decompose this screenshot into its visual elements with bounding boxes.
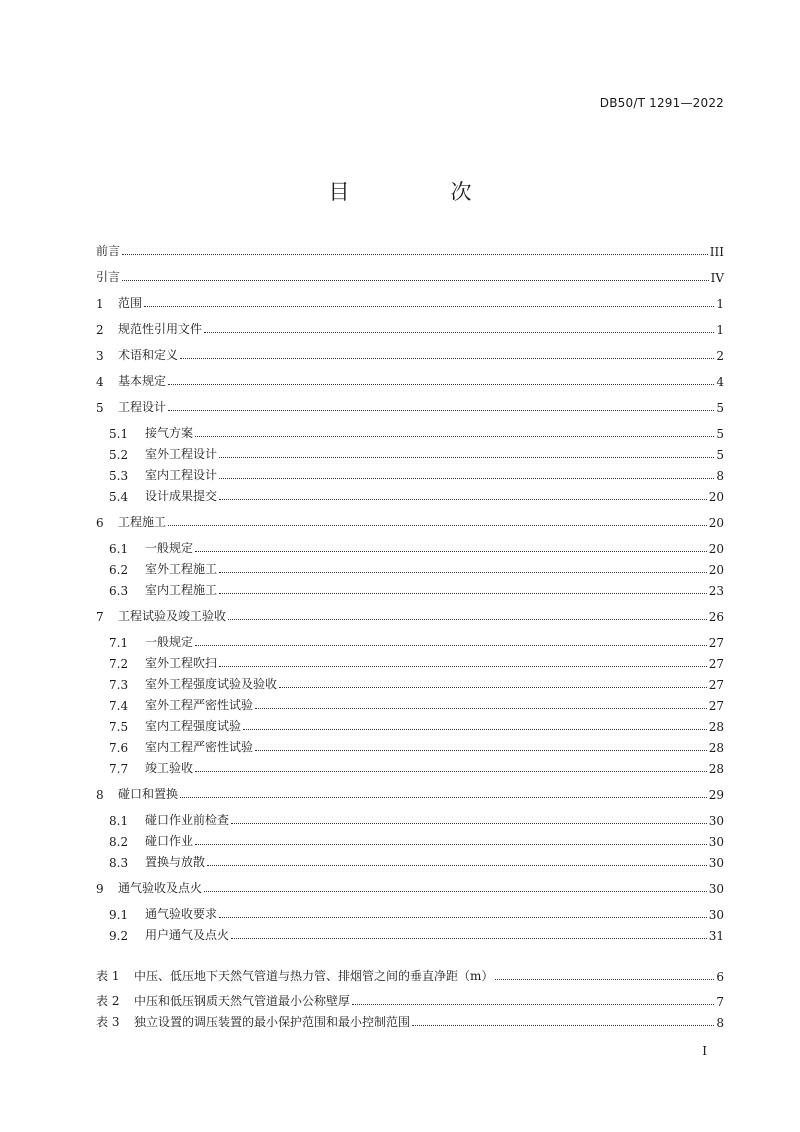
toc-entry-label: 室外工程设计	[145, 447, 218, 461]
dot-leader	[219, 571, 707, 573]
dot-leader	[122, 279, 709, 281]
toc-entry-page: 27	[708, 699, 724, 713]
toc-entry-number: 7.5	[109, 720, 129, 734]
dot-leader	[352, 1003, 714, 1005]
toc-entry[interactable]	[96, 878, 724, 896]
toc-entry-page: 8	[716, 469, 724, 483]
toc-entry-number: 7	[96, 610, 104, 624]
dot-leader	[219, 592, 707, 594]
dot-leader	[495, 978, 714, 980]
toc-entry-page: IV	[710, 271, 724, 285]
toc-entry-label: 前言	[96, 244, 121, 258]
dot-leader	[412, 1024, 714, 1026]
toc-entry-label: 室外工程吹扫	[145, 656, 218, 670]
toc-entry-label: 术语和定义	[118, 348, 179, 362]
toc-entry[interactable]	[109, 465, 724, 483]
toc-entry-page: 29	[708, 788, 724, 802]
toc-entry-page: 28	[708, 720, 724, 734]
toc-entry-page: 1	[716, 323, 724, 337]
toc-entry-page: 28	[708, 741, 724, 755]
toc-entry[interactable]	[109, 737, 724, 755]
toc-entry-label: 室内工程施工	[145, 583, 218, 597]
toc-entry-label: 通气验收要求	[145, 907, 218, 921]
dot-leader	[219, 916, 707, 918]
toc-entry-label: 工程试验及竣工验收	[118, 609, 227, 623]
dot-leader	[279, 686, 707, 688]
toc-entry-number: 5.4	[109, 490, 129, 504]
toc-entry[interactable]	[109, 423, 724, 441]
toc-entry-label: 碰口和置换	[118, 787, 179, 801]
dot-leader	[255, 707, 707, 709]
dot-leader	[195, 550, 707, 552]
toc-entry[interactable]	[96, 966, 724, 984]
toc-entry-page: 5	[716, 448, 724, 462]
dot-leader	[219, 498, 707, 500]
toc-entry-page: 20	[708, 516, 724, 530]
toc-entry[interactable]	[96, 784, 724, 802]
toc-entry-page: 30	[708, 882, 724, 896]
toc-entry-page: 27	[708, 657, 724, 671]
toc-entry-number: 9.1	[109, 908, 129, 922]
page-number: I	[702, 1044, 707, 1058]
toc-entry-number: 3	[96, 349, 104, 363]
toc-entry[interactable]	[96, 512, 724, 530]
toc-entry-label: 室外工程施工	[145, 562, 218, 576]
dot-leader	[195, 770, 707, 772]
toc-entry-number: 8.3	[109, 856, 129, 870]
dot-leader	[219, 456, 714, 458]
toc-entry-label: 规范性引用文件	[118, 322, 203, 336]
toc-entry[interactable]	[109, 810, 724, 828]
toc-entry[interactable]	[96, 319, 724, 337]
toc-entry-page: 4	[716, 375, 724, 389]
toc-entry-number: 6.2	[109, 563, 129, 577]
dot-leader	[195, 644, 707, 646]
toc-entry-number: 7.1	[109, 636, 129, 650]
toc-entry[interactable]	[109, 559, 724, 577]
toc-entry[interactable]	[109, 758, 724, 776]
toc-entry-label: 用户通气及点火	[145, 928, 230, 942]
dot-leader	[228, 618, 707, 620]
toc-entry-number: 1	[96, 297, 104, 311]
toc-entry-number: 9.2	[109, 929, 129, 943]
toc-entry-label: 室内工程强度试验	[145, 719, 242, 733]
dot-leader	[180, 796, 707, 798]
toc-entry-page: 27	[708, 636, 724, 650]
toc-entry[interactable]	[109, 852, 724, 870]
toc-entry-number: 7.6	[109, 741, 129, 755]
toc-entry-number: 5	[96, 401, 104, 415]
toc-entry-number: 2	[96, 323, 104, 337]
toc-entry-label: 通气验收及点火	[118, 881, 203, 895]
toc-entry-number: 8	[96, 788, 104, 802]
toc-entry-label: 范围	[118, 296, 143, 310]
toc-entry-number: 8.2	[109, 835, 129, 849]
toc-entry-page: 6	[716, 970, 724, 984]
toc-entry-label: 碰口作业前检查	[145, 813, 230, 827]
toc-entry-page: 30	[708, 835, 724, 849]
toc-entry[interactable]	[109, 653, 724, 671]
toc-entry[interactable]	[109, 486, 724, 504]
toc-entry-number: 表 3	[96, 1015, 120, 1029]
dot-leader	[144, 305, 714, 307]
toc-entry-label: 引言	[96, 270, 121, 284]
toc-entry-label: 接气方案	[145, 426, 194, 440]
dot-leader	[168, 524, 707, 526]
toc-entry-label: 室内工程严密性试验	[145, 740, 254, 754]
toc-entry-page: III	[709, 245, 724, 259]
dot-leader	[180, 357, 714, 359]
toc-entry[interactable]	[109, 925, 724, 943]
toc-entry-page: 20	[708, 563, 724, 577]
dot-leader	[243, 728, 707, 730]
toc-entry[interactable]	[96, 241, 724, 259]
toc-entry[interactable]	[96, 991, 724, 1009]
toc-entry[interactable]	[109, 580, 724, 598]
dot-leader	[195, 843, 707, 845]
toc-entry-page: 5	[716, 401, 724, 415]
dot-leader	[219, 477, 714, 479]
toc-entry-page: 30	[708, 814, 724, 828]
toc-entry-label: 室外工程强度试验及验收	[145, 677, 278, 691]
toc-entry-page: 30	[708, 856, 724, 870]
toc-entry[interactable]	[96, 345, 724, 363]
toc-entry-page: 31	[708, 929, 724, 943]
toc-entry[interactable]	[109, 538, 724, 556]
page-title: 目 次	[328, 180, 512, 204]
dot-leader	[168, 409, 714, 411]
toc-entry[interactable]	[109, 632, 724, 650]
toc-entry-label: 独立设置的调压装置的最小保护范围和最小控制范围	[134, 1015, 411, 1029]
toc-entry-number: 5.3	[109, 469, 129, 483]
toc-entry-page: 28	[708, 762, 724, 776]
dot-leader	[207, 864, 707, 866]
dot-leader	[255, 749, 707, 751]
toc-entry-page: 5	[716, 427, 724, 441]
toc-entry[interactable]	[109, 831, 724, 849]
toc-entry[interactable]	[96, 1012, 724, 1030]
toc-entry[interactable]	[109, 674, 724, 692]
toc-entry-page: 8	[716, 1016, 724, 1030]
toc-entry-page: 26	[708, 610, 724, 624]
toc-entry[interactable]	[96, 293, 724, 311]
dot-leader	[231, 937, 707, 939]
toc-entry[interactable]	[109, 904, 724, 922]
toc-entry-label: 基本规定	[118, 374, 167, 388]
toc-entry-label: 室内工程设计	[145, 468, 218, 482]
toc-entry-page: 1	[716, 297, 724, 311]
dot-leader	[204, 331, 714, 333]
toc-entry-number: 5.1	[109, 427, 129, 441]
toc-entry-number: 7.3	[109, 678, 129, 692]
dot-leader	[231, 822, 707, 824]
toc-entry-label: 置换与放散	[145, 855, 206, 869]
toc-entry[interactable]	[96, 267, 724, 285]
toc-entry[interactable]	[96, 606, 724, 624]
toc-entry-label: 设计成果提交	[145, 489, 218, 503]
toc-entry-label: 一般规定	[145, 635, 194, 649]
toc-entry-number: 6.1	[109, 542, 129, 556]
toc-entry-page: 27	[708, 678, 724, 692]
toc-entry-label: 一般规定	[145, 541, 194, 555]
toc-entry-label: 工程设计	[118, 400, 167, 414]
toc-entry-page: 23	[708, 584, 724, 598]
toc-entry-number: 5.2	[109, 448, 129, 462]
dot-leader	[122, 253, 708, 255]
toc-entry-page: 2	[716, 349, 724, 363]
toc-entry-page: 20	[708, 490, 724, 504]
toc-entry[interactable]	[109, 716, 724, 734]
toc-entry-label: 中压和低压钢质天然气管道最小公称壁厚	[134, 994, 351, 1008]
toc-entry-page: 30	[708, 908, 724, 922]
toc-entry-number: 7.2	[109, 657, 129, 671]
toc-entry-number: 表 2	[96, 994, 120, 1008]
toc-entry[interactable]	[109, 444, 724, 462]
toc-entry-label: 室外工程严密性试验	[145, 698, 254, 712]
toc-entry-page: 20	[708, 542, 724, 556]
toc-entry-label: 中压、低压地下天然气管道与热力管、排烟管之间的垂直净距（m）	[134, 969, 494, 983]
toc-entry-label: 工程施工	[118, 515, 167, 529]
toc-entry-label: 竣工验收	[145, 761, 194, 775]
dot-leader	[168, 383, 714, 385]
dot-leader	[219, 665, 707, 667]
toc-entry-number: 7.7	[109, 762, 129, 776]
dot-leader	[195, 435, 714, 437]
toc-entry-number: 6.3	[109, 584, 129, 598]
toc-entry-number: 表 1	[96, 969, 120, 983]
doc-code: DB50/T 1291—2022	[599, 96, 724, 110]
toc-entry-number: 7.4	[109, 699, 129, 713]
toc-entry-number: 9	[96, 882, 104, 896]
toc-entry-number: 8.1	[109, 814, 129, 828]
toc-entry-number: 4	[96, 375, 104, 389]
toc-entry[interactable]	[109, 695, 724, 713]
toc-entry-number: 6	[96, 516, 104, 530]
dot-leader	[204, 890, 707, 892]
toc-entry[interactable]	[96, 371, 724, 389]
toc-entry[interactable]	[96, 397, 724, 415]
toc-entry-page: 7	[716, 995, 724, 1009]
toc-entry-label: 碰口作业	[145, 834, 194, 848]
